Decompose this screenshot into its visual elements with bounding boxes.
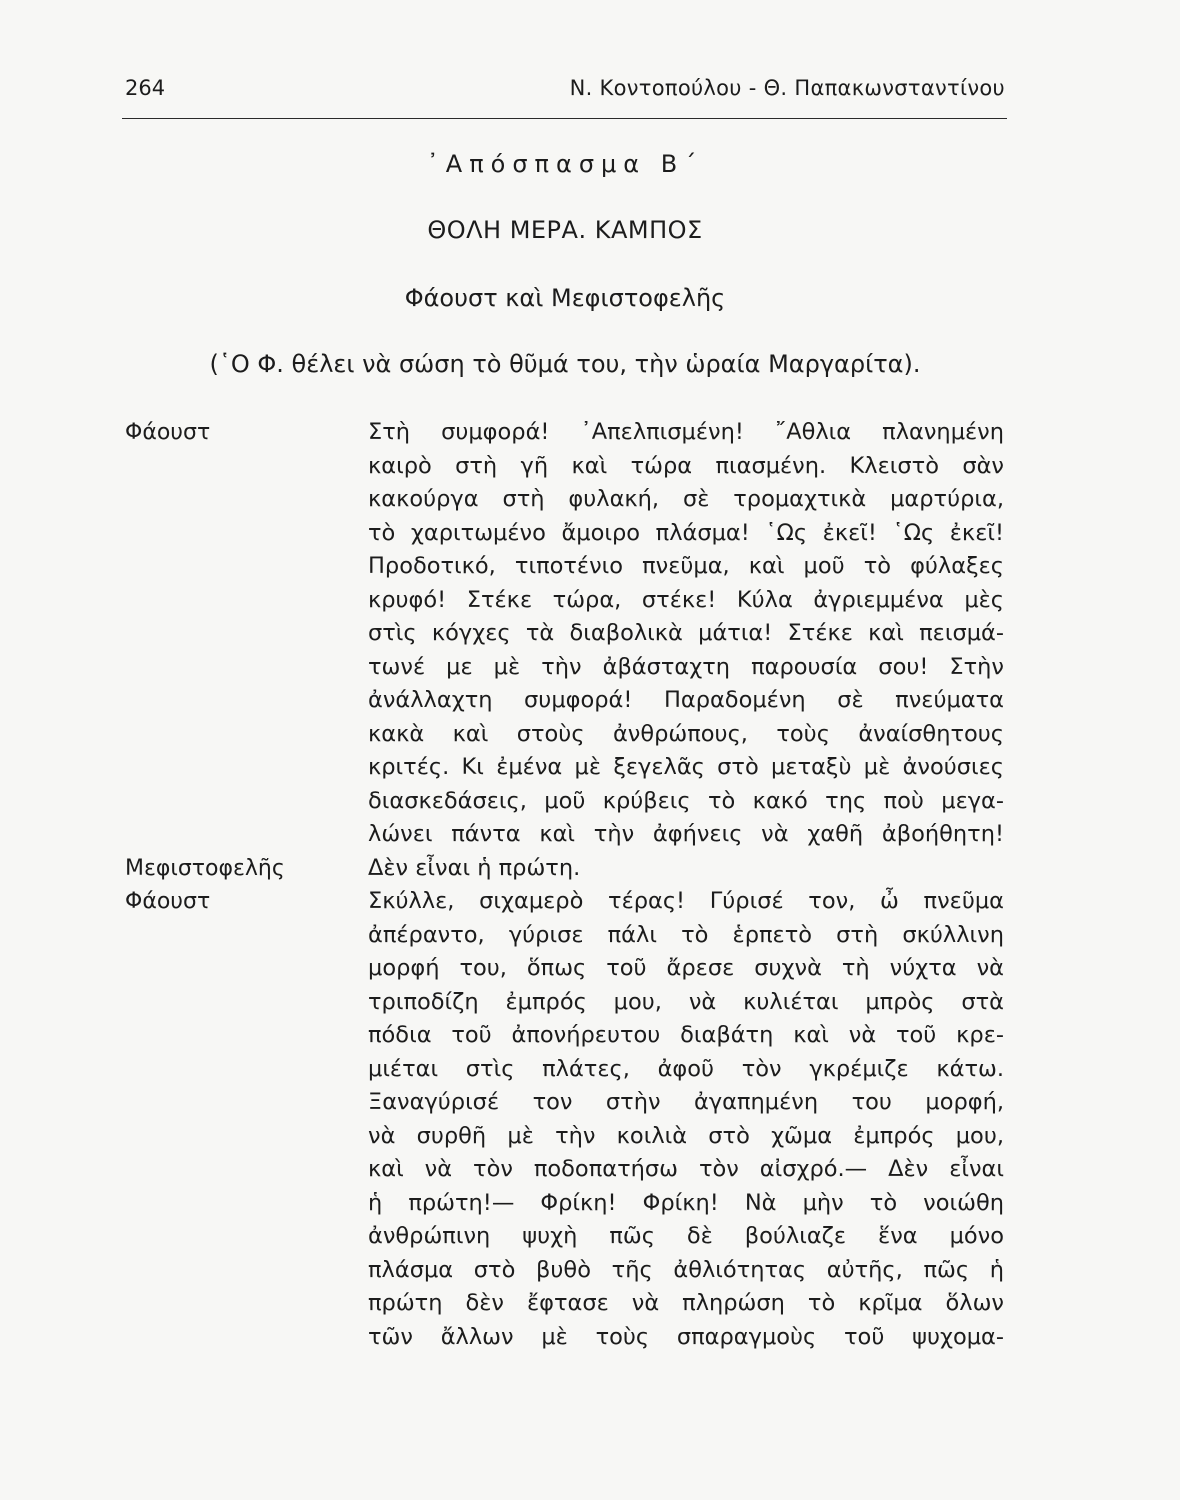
- speech-line: μορφή του, ὅπως τοῦ ἄρεσε συχνὰ τὴ νύχτα νὰ: [368, 955, 1004, 981]
- dialogue: [125, 416, 1005, 1354]
- speech-line: τὸ χαριτωμένο ἄμοιρο πλάσμα! ῾Ως ἐκεῖ! ῾Ως ἐκεῖ!: [368, 519, 1004, 546]
- speech-line: Δὲν εἶναι ἡ πρώτη.: [368, 854, 581, 881]
- speech-line: Προδοτικό, τιποτένιο πνεῦμα, καὶ μοῦ τὸ φύλαξες: [368, 553, 1004, 579]
- running-head: Ν. Κοντοπούλου - Θ. Παπακωνσταντίνου: [569, 76, 1005, 100]
- speech-line: καὶ νὰ τὸν ποδοπατήσω τὸν αἰσχρό.— Δὲν εἶναι: [368, 1156, 1004, 1182]
- speech-faust-2: [125, 885, 1005, 1354]
- speech-line: κριτές. Κι ἐμένα μὲ ξεγελᾶς στὸ μεταξὺ μὲ ἀνούσιες: [368, 754, 1004, 780]
- speech-line: ἀνθρώπινη ψυχὴ πῶς δὲ βούλιαζε ἕνα μόνο: [368, 1223, 1004, 1249]
- speech-line: ἡ πρώτη!— Φρίκη! Φρίκη! Νὰ μὴν τὸ νοιώθη: [368, 1189, 1004, 1216]
- speech-mephistopheles: [125, 852, 1005, 886]
- speech-line: κρυφό! Στέκε τώρα, στέκε! Κύλα ἀγριεμμένα μὲς: [368, 586, 1004, 613]
- characters-heading: Φάουστ καὶ Μεφιστοφελῆς: [404, 284, 726, 312]
- speaker-name: Μεφιστοφελῆς: [125, 855, 285, 881]
- speech-line: τωνέ με μὲ τὴν ἀβάσταχτη παρουσία σου! Στὴν: [368, 653, 1004, 680]
- page-header: [125, 72, 1005, 106]
- speech-line: Ξαναγύρισέ τον στὴν ἀγαπημένη του μορφή,: [368, 1089, 1004, 1115]
- speaker-name: Φάουστ: [125, 889, 211, 914]
- page-number: 264: [125, 76, 166, 100]
- speech-line: κακὰ καὶ στοὺς ἀνθρώπους, τοὺς ἀναίσθητους: [368, 720, 1004, 747]
- speech-text: [368, 416, 1004, 852]
- speech-line: Στὴ συμφορά! ᾿Απελπισμένη! ῎Αθλια πλανημένη: [368, 419, 1004, 445]
- speech-line: μιέται στὶς πλάτες, ἀφοῦ τὸν γκρέμιζε κάτω.: [368, 1055, 1004, 1082]
- excerpt-title: ᾿Απόσπασμα Β΄: [426, 150, 704, 178]
- speech-faust-1: [125, 416, 1005, 852]
- stage-note: (῾Ο Φ. θέλει νὰ σώση τὸ θῦμά του, τὴν ὡραία Μαργαρίτα).: [209, 350, 921, 378]
- speech-text: [368, 885, 1004, 1354]
- speech-line: λώνει πάντα καὶ τὴν ἀφήνεις νὰ χαθῆ ἀβοήθητη!: [368, 821, 1004, 847]
- scene-heading: ΘΟΛΗ ΜΕΡΑ. ΚΑΜΠΟΣ: [427, 216, 703, 244]
- speech-line: τριποδίζη ἐμπρός μου, νὰ κυλιέται μπρὸς στὰ: [368, 988, 1004, 1015]
- speech-line: πλάσμα στὸ βυθὸ τῆς ἀθλιότητας αὐτῆς, πῶς ἡ: [368, 1256, 1004, 1283]
- speech-line: κακούργα στὴ φυλακή, σὲ τρομαχτικὰ μαρτύρια,: [368, 486, 1004, 512]
- speech-line: καιρὸ στὴ γῆ καὶ τώρα πιασμένη. Κλειστὸ σὰν: [368, 452, 1004, 479]
- speaker-name: Φάουστ: [125, 420, 211, 445]
- speech-line: ἀπέραντο, γύρισε πάλι τὸ ἑρπετὸ στὴ σκύλλινη: [368, 921, 1004, 948]
- speech-line: διασκεδάσεις, μοῦ κρύβεις τὸ κακό της ποὺ μεγα-: [368, 787, 1004, 814]
- speech-line: Σκύλλε, σιχαμερὸ τέρας! Γύρισέ τον, ὦ πνεῦμα: [368, 888, 1004, 914]
- speech-line: πρώτη δὲν ἔφτασε νὰ πληρώση τὸ κρῖμα ὅλων: [368, 1290, 1004, 1316]
- header-rule: [122, 118, 1007, 119]
- speech-line: τῶν ἄλλων μὲ τοὺς σπαραγμοὺς τοῦ ψυχομα-: [368, 1323, 1004, 1350]
- speech-text: [368, 852, 1004, 886]
- speech-line: ἀνάλλαχτη συμφορά! Παραδομένη σὲ πνεύματα: [368, 687, 1004, 713]
- speech-line: νὰ συρθῆ μὲ τὴν κοιλιὰ στὸ χῶμα ἐμπρός μου,: [368, 1122, 1004, 1149]
- speech-line: στὶς κόγχες τὰ διαβολικὰ μάτια! Στέκε καὶ πεισμά-: [368, 620, 1004, 646]
- speech-line: πόδια τοῦ ἀπονήρευτου διαβάτη καὶ νὰ τοῦ κρε-: [368, 1022, 1004, 1048]
